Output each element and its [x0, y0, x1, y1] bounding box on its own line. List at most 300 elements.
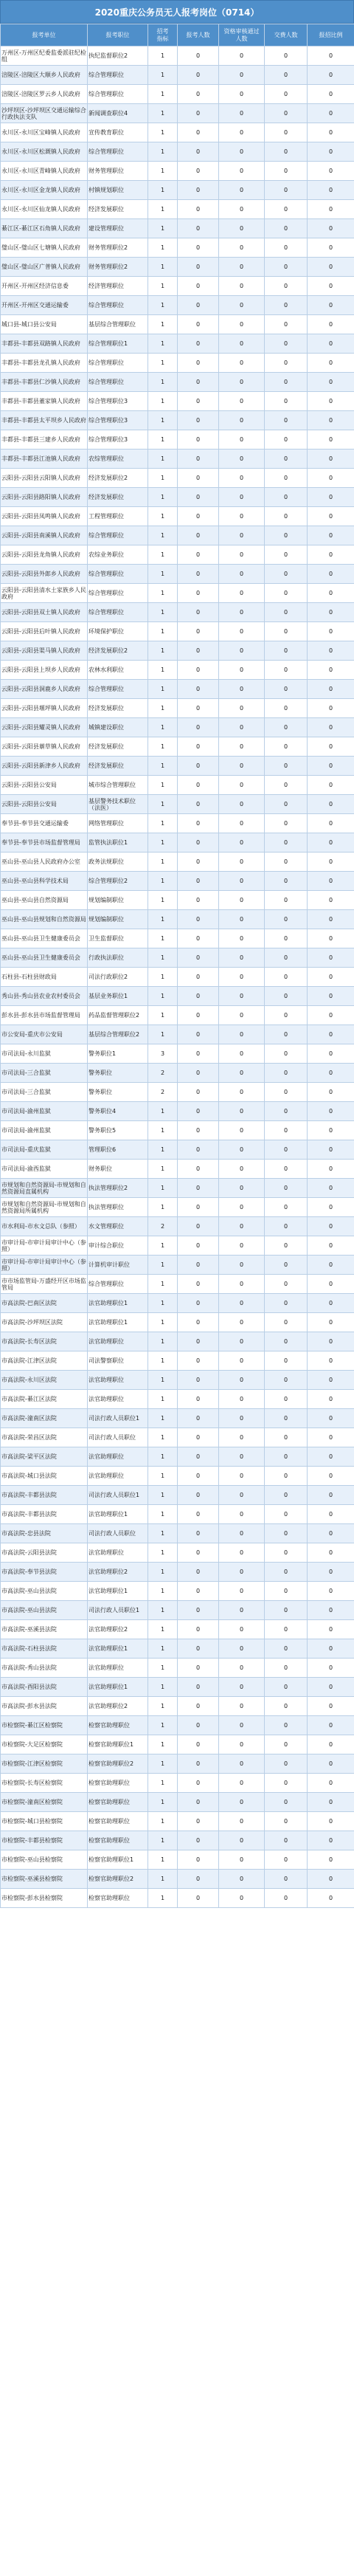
cell-paid: 0: [265, 1678, 308, 1697]
cell-ratio: 0: [308, 1582, 354, 1601]
cell-org: 市高法院-丰都县法院: [1, 1505, 88, 1524]
cell-ratio: 0: [308, 258, 354, 277]
cell-paid: 0: [265, 1217, 308, 1236]
table-row: [1, 987, 354, 1006]
cell-position: 司法行政人员职位1: [88, 1409, 148, 1428]
cell-quota: 1: [148, 1870, 178, 1889]
table-row: [1, 1716, 354, 1735]
cell-position: 检察官助理职位1: [88, 1735, 148, 1754]
cell-ratio: 0: [308, 1313, 354, 1332]
cell-ratio: 0: [308, 1102, 354, 1121]
cell-position: 农综管理职位: [88, 450, 148, 469]
cell-applicants: 0: [178, 1025, 219, 1044]
cell-ratio: 0: [308, 1563, 354, 1582]
cell-ratio: 0: [308, 833, 354, 853]
cell-paid: 0: [265, 1275, 308, 1294]
table-row: [1, 565, 354, 584]
cell-qualified: 0: [219, 718, 265, 737]
cell-quota: 1: [148, 1793, 178, 1812]
cell-position: 法官助理职位: [88, 1371, 148, 1390]
cell-org: 巫山县-巫山县卫生健康委员会: [1, 948, 88, 968]
cell-org: 巫山县-巫山县科学技术局: [1, 872, 88, 891]
cell-position: 综合管理职位3: [88, 392, 148, 411]
cell-org: 市审计局-市审计局审计中心（参照）: [1, 1236, 88, 1256]
cell-position: 司法行政人员职位: [88, 1524, 148, 1543]
cell-ratio: 0: [308, 545, 354, 565]
table-row: [1, 392, 354, 411]
column-header-position: 报考职位: [88, 24, 148, 47]
cell-applicants: 0: [178, 1754, 219, 1774]
table-row: [1, 142, 354, 162]
cell-org: 市高法院-沙坪坝区法院: [1, 1313, 88, 1332]
cell-position: 经济发展职位2: [88, 641, 148, 661]
cell-applicants: 0: [178, 545, 219, 565]
table-row: [1, 1044, 354, 1064]
cell-qualified: 0: [219, 776, 265, 795]
cell-paid: 0: [265, 162, 308, 181]
cell-applicants: 0: [178, 948, 219, 968]
cell-paid: 0: [265, 776, 308, 795]
cell-quota: 2: [148, 1083, 178, 1102]
cell-position: 综合管理职位: [88, 565, 148, 584]
cell-qualified: 0: [219, 104, 265, 123]
table-row: [1, 1447, 354, 1467]
cell-org: 云阳县-云阳县渠马镇人民政府: [1, 641, 88, 661]
cell-quota: 1: [148, 296, 178, 315]
cell-applicants: 0: [178, 1294, 219, 1313]
table-row: [1, 1236, 354, 1256]
table-row: [1, 526, 354, 545]
table-row: [1, 1332, 354, 1351]
cell-position: 经济发展职位2: [88, 469, 148, 488]
cell-quota: 1: [148, 1850, 178, 1870]
cell-qualified: 0: [219, 277, 265, 296]
cell-qualified: 0: [219, 1140, 265, 1160]
cell-ratio: 0: [308, 296, 354, 315]
cell-applicants: 0: [178, 104, 219, 123]
table-row: [1, 315, 354, 334]
cell-ratio: 0: [308, 488, 354, 507]
cell-paid: 0: [265, 1351, 308, 1371]
cell-qualified: 0: [219, 1735, 265, 1754]
cell-quota: 1: [148, 1313, 178, 1332]
cell-org: 市司法局-渝西监狱: [1, 1160, 88, 1179]
cell-ratio: 0: [308, 603, 354, 622]
cell-quota: 1: [148, 1467, 178, 1486]
cell-position: 检察官助理职位: [88, 1889, 148, 1908]
cell-org: 市高法院-永川区法院: [1, 1371, 88, 1390]
cell-ratio: 0: [308, 1390, 354, 1409]
cell-quota: 1: [148, 1563, 178, 1582]
cell-qualified: 0: [219, 1524, 265, 1543]
cell-position: 法官助理职位: [88, 1467, 148, 1486]
cell-quota: 1: [148, 258, 178, 277]
cell-applicants: 0: [178, 641, 219, 661]
cell-paid: 0: [265, 219, 308, 238]
cell-quota: 1: [148, 545, 178, 565]
cell-ratio: 0: [308, 1754, 354, 1774]
table-row: [1, 469, 354, 488]
column-header-ratio: 报招比例: [308, 24, 354, 47]
cell-applicants: 0: [178, 411, 219, 430]
cell-applicants: 0: [178, 853, 219, 872]
cell-ratio: 0: [308, 1371, 354, 1390]
cell-position: 经济发展职位: [88, 200, 148, 219]
cell-qualified: 0: [219, 373, 265, 392]
cell-applicants: 0: [178, 85, 219, 104]
cell-qualified: 0: [219, 238, 265, 258]
cell-ratio: 0: [308, 1064, 354, 1083]
cell-applicants: 0: [178, 1716, 219, 1735]
table-row: [1, 1774, 354, 1793]
cell-position: 检察官助理职位: [88, 1812, 148, 1831]
cell-applicants: 0: [178, 814, 219, 833]
table-row: [1, 1140, 354, 1160]
cell-quota: 1: [148, 968, 178, 987]
table-row: [1, 833, 354, 853]
cell-qualified: 0: [219, 661, 265, 680]
table-row: [1, 1505, 354, 1524]
cell-ratio: 0: [308, 891, 354, 910]
cell-qualified: 0: [219, 1447, 265, 1467]
cell-ratio: 0: [308, 1486, 354, 1505]
cell-paid: 0: [265, 641, 308, 661]
cell-paid: 0: [265, 1447, 308, 1467]
table-title: 2020重庆公务员无人报考岗位（0714）: [0, 0, 354, 24]
cell-ratio: 0: [308, 373, 354, 392]
table-row: [1, 968, 354, 987]
cell-paid: 0: [265, 1371, 308, 1390]
cell-quota: 1: [148, 1006, 178, 1025]
table-row: [1, 1313, 354, 1332]
cell-applicants: 0: [178, 334, 219, 354]
cell-org: 开州区-开州区交通运输委: [1, 296, 88, 315]
cell-org: 市检察院-巫山县检察院: [1, 1850, 88, 1870]
table-row: [1, 545, 354, 565]
cell-qualified: 0: [219, 1659, 265, 1678]
cell-paid: 0: [265, 1025, 308, 1044]
cell-ratio: 0: [308, 718, 354, 737]
table-row: [1, 872, 354, 891]
cell-quota: 1: [148, 622, 178, 641]
cell-paid: 0: [265, 411, 308, 430]
cell-ratio: 0: [308, 1044, 354, 1064]
cell-org: 彭水县-彭水县市场监督管理局: [1, 1006, 88, 1025]
table-row: [1, 603, 354, 622]
cell-org: 云阳县-云阳县公安局: [1, 776, 88, 795]
cell-position: 综合管理职位: [88, 526, 148, 545]
cell-ratio: 0: [308, 469, 354, 488]
cell-applicants: 0: [178, 1428, 219, 1447]
table-row: [1, 661, 354, 680]
cell-ratio: 0: [308, 1716, 354, 1735]
cell-quota: 1: [148, 737, 178, 757]
cell-org: 市高法院-江津区法院: [1, 1351, 88, 1371]
table-body: [1, 47, 354, 1908]
table-row: [1, 1678, 354, 1697]
cell-ratio: 0: [308, 814, 354, 833]
table-row: [1, 1735, 354, 1754]
cell-qualified: 0: [219, 1428, 265, 1447]
cell-qualified: 0: [219, 1217, 265, 1236]
cell-paid: 0: [265, 680, 308, 699]
cell-position: 法官助理职位: [88, 1447, 148, 1467]
cell-paid: 0: [265, 142, 308, 162]
cell-quota: 1: [148, 1121, 178, 1140]
cell-qualified: 0: [219, 450, 265, 469]
cell-quota: 1: [148, 1447, 178, 1467]
table-row: [1, 1870, 354, 1889]
cell-qualified: 0: [219, 1793, 265, 1812]
cell-position: 法官助理职位: [88, 1332, 148, 1351]
cell-qualified: 0: [219, 1486, 265, 1505]
cell-position: 基层业务职位1: [88, 987, 148, 1006]
cell-position: 经济管理职位: [88, 277, 148, 296]
cell-quota: 1: [148, 1332, 178, 1351]
table-row: [1, 1659, 354, 1678]
cell-paid: 0: [265, 469, 308, 488]
cell-quota: 1: [148, 1659, 178, 1678]
table-row: [1, 1524, 354, 1543]
cell-ratio: 0: [308, 737, 354, 757]
cell-ratio: 0: [308, 1294, 354, 1313]
cell-org: 丰都县-丰都县董家镇人民政府: [1, 392, 88, 411]
cell-qualified: 0: [219, 968, 265, 987]
cell-ratio: 0: [308, 1121, 354, 1140]
cell-ratio: 0: [308, 181, 354, 200]
table-row: [1, 450, 354, 469]
cell-qualified: 0: [219, 565, 265, 584]
cell-paid: 0: [265, 853, 308, 872]
cell-quota: 1: [148, 315, 178, 334]
column-header-paid: 交费人数: [265, 24, 308, 47]
cell-ratio: 0: [308, 1735, 354, 1754]
cell-paid: 0: [265, 238, 308, 258]
cell-org: 永川区-永川区仙龙镇人民政府: [1, 200, 88, 219]
cell-qualified: 0: [219, 123, 265, 142]
cell-paid: 0: [265, 104, 308, 123]
table-row: [1, 1467, 354, 1486]
cell-paid: 0: [265, 1044, 308, 1064]
cell-quota: 1: [148, 450, 178, 469]
cell-qualified: 0: [219, 85, 265, 104]
cell-quota: 1: [148, 1889, 178, 1908]
cell-applicants: 0: [178, 603, 219, 622]
cell-paid: 0: [265, 1543, 308, 1563]
cell-ratio: 0: [308, 1447, 354, 1467]
cell-ratio: 0: [308, 104, 354, 123]
table-row: [1, 296, 354, 315]
cell-org: 市高法院-巴南区法院: [1, 1294, 88, 1313]
cell-position: 法官助理职位2: [88, 1620, 148, 1639]
cell-applicants: 0: [178, 277, 219, 296]
cell-ratio: 0: [308, 1256, 354, 1275]
table-row: [1, 929, 354, 948]
cell-paid: 0: [265, 507, 308, 526]
table-row: [1, 1793, 354, 1812]
cell-org: 市高法院-巫山县法院: [1, 1601, 88, 1620]
cell-applicants: 0: [178, 1332, 219, 1351]
cell-position: 综合管理职位: [88, 296, 148, 315]
cell-quota: 1: [148, 833, 178, 853]
cell-position: 执法管理职位: [88, 1198, 148, 1217]
cell-qualified: 0: [219, 142, 265, 162]
cell-paid: 0: [265, 1831, 308, 1850]
cell-org: 丰都县-丰都县三建乡人民政府: [1, 430, 88, 450]
cell-quota: 1: [148, 162, 178, 181]
cell-applicants: 0: [178, 1505, 219, 1524]
cell-qualified: 0: [219, 1563, 265, 1582]
cell-qualified: 0: [219, 1850, 265, 1870]
table-row: [1, 1563, 354, 1582]
cell-position: 司法警察职位: [88, 1351, 148, 1371]
table-row: [1, 795, 354, 814]
table-row: [1, 910, 354, 929]
cell-applicants: 0: [178, 987, 219, 1006]
table-row: [1, 1390, 354, 1409]
cell-applicants: 0: [178, 258, 219, 277]
cell-applicants: 0: [178, 238, 219, 258]
cell-qualified: 0: [219, 1889, 265, 1908]
cell-position: 基层综合管理职位: [88, 315, 148, 334]
cell-paid: 0: [265, 277, 308, 296]
cell-org: 市高法院-潼南区法院: [1, 1409, 88, 1428]
cell-position: 司法行政职位2: [88, 968, 148, 987]
cell-qualified: 0: [219, 853, 265, 872]
cell-org: 市规划和自然资源局-市规划和自然资源局所属机构: [1, 1198, 88, 1217]
cell-org: 市高法院-梁平区法院: [1, 1447, 88, 1467]
cell-qualified: 0: [219, 392, 265, 411]
cell-position: 执纪监督职位2: [88, 47, 148, 66]
cell-position: 工程管理职位: [88, 507, 148, 526]
cell-quota: 1: [148, 1351, 178, 1371]
cell-org: 市规划和自然资源局-市规划和自然资源局直属机构: [1, 1179, 88, 1198]
cell-ratio: 0: [308, 354, 354, 373]
cell-ratio: 0: [308, 1812, 354, 1831]
cell-applicants: 0: [178, 1217, 219, 1236]
table-row: [1, 219, 354, 238]
cell-org: 市检察院-彭水县检察院: [1, 1889, 88, 1908]
cell-ratio: 0: [308, 450, 354, 469]
cell-org: 市高法院-荣昌区法院: [1, 1428, 88, 1447]
cell-paid: 0: [265, 1083, 308, 1102]
cell-qualified: 0: [219, 833, 265, 853]
cell-qualified: 0: [219, 948, 265, 968]
cell-applicants: 0: [178, 450, 219, 469]
cell-qualified: 0: [219, 1313, 265, 1332]
cell-paid: 0: [265, 737, 308, 757]
table-row: [1, 641, 354, 661]
cell-ratio: 0: [308, 85, 354, 104]
cell-ratio: 0: [308, 948, 354, 968]
cell-org: 市审计局-市审计局审计中心（参照）: [1, 1256, 88, 1275]
cell-quota: 1: [148, 354, 178, 373]
table-row: [1, 814, 354, 833]
cell-ratio: 0: [308, 1697, 354, 1716]
cell-paid: 0: [265, 1160, 308, 1179]
cell-qualified: 0: [219, 1409, 265, 1428]
cell-position: 综合管理职位: [88, 1275, 148, 1294]
cell-quota: 1: [148, 987, 178, 1006]
cell-paid: 0: [265, 258, 308, 277]
cell-applicants: 0: [178, 757, 219, 776]
cell-position: 综合管理职位: [88, 373, 148, 392]
cell-paid: 0: [265, 354, 308, 373]
cell-position: 法官助理职位1: [88, 1505, 148, 1524]
cell-org: 市高法院-城口县法院: [1, 1467, 88, 1486]
cell-qualified: 0: [219, 315, 265, 334]
cell-paid: 0: [265, 948, 308, 968]
cell-qualified: 0: [219, 1121, 265, 1140]
cell-position: 综合管理职位: [88, 680, 148, 699]
cell-paid: 0: [265, 1716, 308, 1735]
cell-qualified: 0: [219, 1774, 265, 1793]
cell-qualified: 0: [219, 181, 265, 200]
cell-paid: 0: [265, 584, 308, 603]
cell-quota: 1: [148, 1428, 178, 1447]
cell-position: 规划编制职位: [88, 891, 148, 910]
cell-org: 市司法局-永川监狱: [1, 1044, 88, 1064]
cell-paid: 0: [265, 373, 308, 392]
cell-applicants: 0: [178, 488, 219, 507]
cell-paid: 0: [265, 1102, 308, 1121]
cell-quota: 1: [148, 1179, 178, 1198]
table-row: [1, 66, 354, 85]
cell-position: 宣传教育职位: [88, 123, 148, 142]
cell-paid: 0: [265, 1256, 308, 1275]
table-row: [1, 776, 354, 795]
cell-quota: 1: [148, 1160, 178, 1179]
cell-org: 市检察院-江津区检察院: [1, 1754, 88, 1774]
cell-org: 市检察院-巫溪县检察院: [1, 1870, 88, 1889]
cell-applicants: 0: [178, 123, 219, 142]
table-row: [1, 622, 354, 641]
cell-qualified: 0: [219, 584, 265, 603]
cell-org: 市高法院-奉节县法院: [1, 1563, 88, 1582]
cell-applicants: 0: [178, 1371, 219, 1390]
cell-applicants: 0: [178, 622, 219, 641]
cell-position: 综合管理职位2: [88, 872, 148, 891]
cell-org: 市高法院-彭水县法院: [1, 1697, 88, 1716]
cell-org: 丰都县-丰都县龙孔镇人民政府: [1, 354, 88, 373]
cell-org: 云阳县-云阳县双土镇人民政府: [1, 603, 88, 622]
cell-quota: 1: [148, 1505, 178, 1524]
cell-applicants: 0: [178, 1198, 219, 1217]
cell-applicants: 0: [178, 1543, 219, 1563]
cell-paid: 0: [265, 47, 308, 66]
cell-position: 财务管理职位: [88, 162, 148, 181]
cell-position: 城市综合管理职位: [88, 776, 148, 795]
cell-ratio: 0: [308, 1467, 354, 1486]
table-row: [1, 1639, 354, 1659]
cell-quota: 1: [148, 584, 178, 603]
cell-qualified: 0: [219, 757, 265, 776]
cell-quota: 1: [148, 469, 178, 488]
table-row: [1, 1601, 354, 1620]
cell-applicants: 0: [178, 795, 219, 814]
cell-paid: 0: [265, 1812, 308, 1831]
cell-applicants: 0: [178, 1102, 219, 1121]
cell-quota: 1: [148, 238, 178, 258]
cell-qualified: 0: [219, 1390, 265, 1409]
cell-paid: 0: [265, 66, 308, 85]
cell-applicants: 0: [178, 1678, 219, 1697]
cell-qualified: 0: [219, 814, 265, 833]
cell-qualified: 0: [219, 1831, 265, 1850]
cell-ratio: 0: [308, 1275, 354, 1294]
cell-ratio: 0: [308, 757, 354, 776]
cell-quota: 1: [148, 699, 178, 718]
